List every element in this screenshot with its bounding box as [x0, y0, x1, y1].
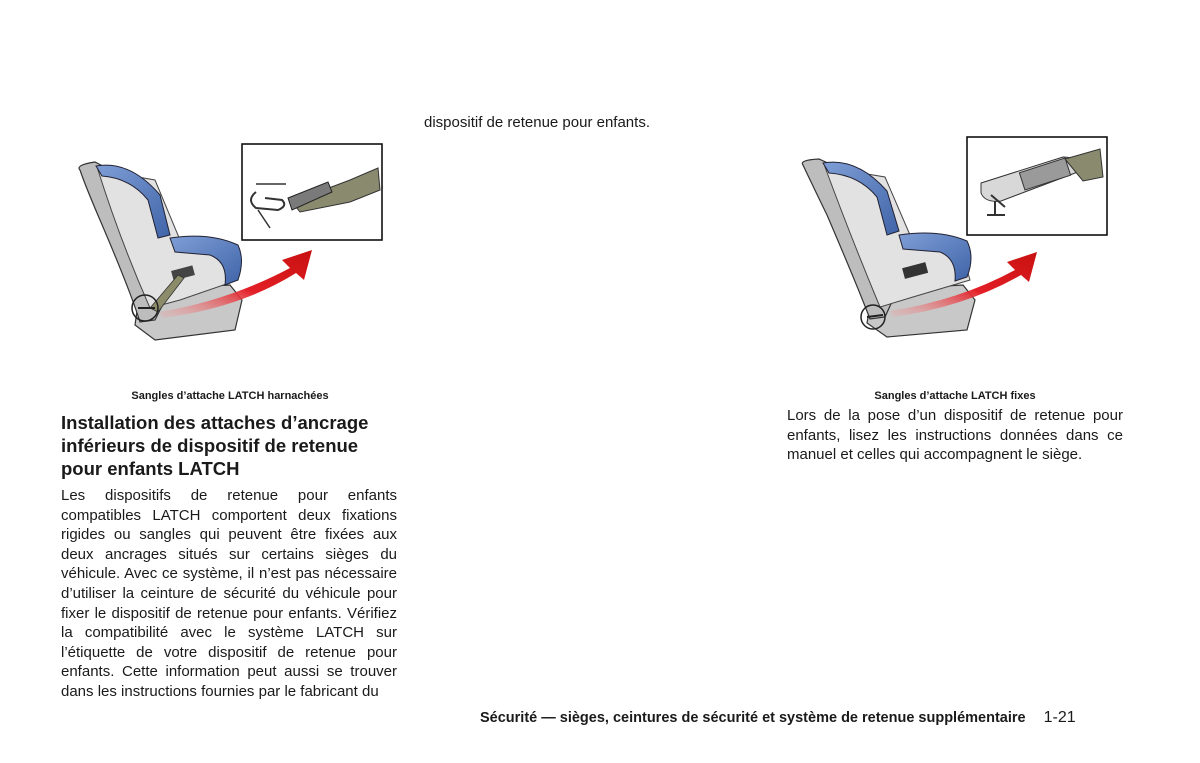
section-heading: Installation des attaches d’ancrage inférieurs de dispositif de retenue pour enfants LATCH: [61, 412, 369, 479]
figure-left-caption: Sangles d’attache LATCH harnachées: [131, 390, 329, 402]
figure-right-caption: Sangles d’attache LATCH fixes: [874, 390, 1036, 402]
footer-title: Sécurité — sièges, ceintures de sécurité et système de retenue supplémentaire: [480, 710, 1026, 726]
page-number: 1-21: [1043, 709, 1076, 726]
right-paragraph: Lors de la pose d’un dispositif de retenue pour enfants, lisez les instructions données dans ce manuel et celles qui accompagnent le siège.: [787, 407, 1123, 464]
figure-latch-fixed: [795, 135, 1115, 340]
figure-latch-harnessed: [60, 140, 400, 350]
child-seat-tether-illustration: [60, 140, 400, 350]
continuation-text: dispositif de retenue pour enfants.: [424, 114, 650, 131]
section-paragraph: Les dispositifs de retenue pour enfants compatibles LATCH comportent deux fixations rigides ou sangles qui peuvent être fixées aux deux ancrages situés sur certains sièges du véhicule. Avec ce système, il n’est pas nécessaire d’utiliser la ceinture de sécurité du véhicule pour fixer le dispositif de retenue pour enfants. Vérifiez la compatibilité avec le système LATCH sur l’étiquette de votre dispositif de retenue pour enfants. Cette information peut aussi se trouver dans les instructions fournies par le fabricant du: [61, 487, 397, 700]
child-seat-rigid-illustration: [795, 135, 1115, 340]
page-footer: [480, 709, 1123, 727]
